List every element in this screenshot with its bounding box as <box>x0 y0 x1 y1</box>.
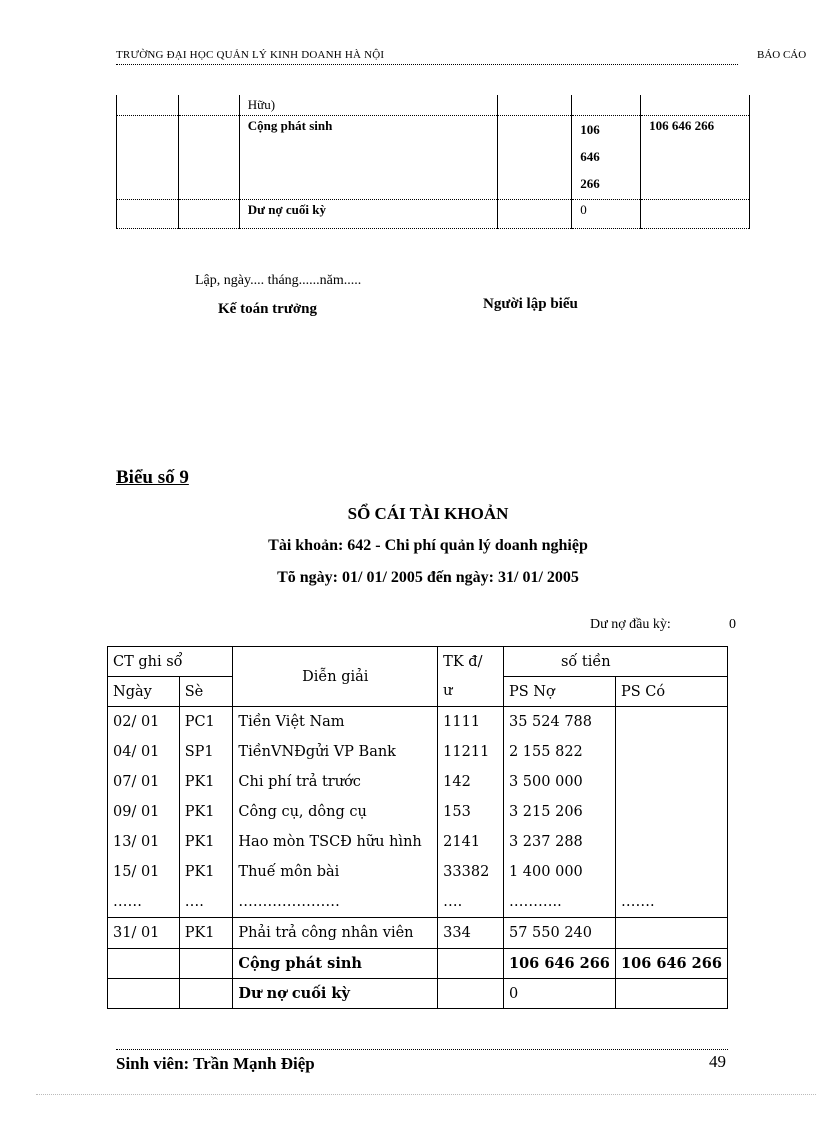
header-divider <box>116 64 738 65</box>
cell-credit <box>615 827 727 857</box>
cell-credit <box>615 857 727 887</box>
cell-tk: 11211 <box>438 737 504 767</box>
cell-no: SP1 <box>179 737 233 767</box>
header-row <box>108 647 728 677</box>
col-desc: Diễn giải <box>233 647 438 707</box>
cell-date: 31/ 01 <box>108 918 180 949</box>
cell-desc: Tiền Việt Nam <box>233 707 438 738</box>
cell-desc: ………………… <box>233 887 438 918</box>
cell-no: PK1 <box>179 767 233 797</box>
cell-tk: 153 <box>438 797 504 827</box>
cell-debit: 57 550 240 <box>503 918 615 949</box>
cell-debit: 3 500 000 <box>503 767 615 797</box>
cell-credit <box>615 797 727 827</box>
cell-tk: 334 <box>438 918 504 949</box>
cell-desc: Phải trả công nhân viên <box>233 918 438 949</box>
total-debit: 106 646 266 <box>572 116 641 200</box>
col-credit: PS Có <box>615 677 727 707</box>
cell-no: PK1 <box>179 797 233 827</box>
cell-date: 02/ 01 <box>108 707 180 738</box>
cell-no: …. <box>179 887 233 918</box>
cell-credit <box>615 737 727 767</box>
ledger-table <box>107 646 728 1009</box>
table-row <box>108 857 728 887</box>
cell-desc: Thuế môn bài <box>233 857 438 887</box>
page-number: 49 <box>709 1052 726 1071</box>
total-credit: 106 646 266 <box>641 116 750 200</box>
footer-divider <box>116 1049 728 1050</box>
cell-desc: Công cụ, dông cụ <box>233 797 438 827</box>
cell-credit <box>615 707 727 738</box>
total-debit: 106 646 266 <box>503 949 615 979</box>
cell-tk: 2141 <box>438 827 504 857</box>
total-row <box>108 949 728 979</box>
cell-debit: ……….. <box>503 887 615 918</box>
cell-credit <box>615 767 727 797</box>
table-row <box>108 707 728 738</box>
chief-accountant: Kế toán trưởng <box>218 301 317 317</box>
cell-no: PK1 <box>179 857 233 887</box>
cell-no: PK1 <box>179 827 233 857</box>
closing-value: 0 <box>572 200 641 229</box>
cell-debit: 3 215 206 <box>503 797 615 827</box>
table-row <box>108 767 728 797</box>
cell-debit: 1 400 000 <box>503 857 615 887</box>
total-credit: 106 646 266 <box>615 949 727 979</box>
table-row <box>108 737 728 767</box>
table-row <box>117 95 750 116</box>
cell-tk: 142 <box>438 767 504 797</box>
table-row <box>108 918 728 949</box>
opening-balance-label: Dư nợ đầu kỳ: <box>590 617 671 632</box>
student-name: Sinh viên: Trần Mạnh Điệp <box>116 1054 315 1073</box>
ledger-account: Tài khoản: 642 - Chi phí quản lý doanh nghiệp <box>268 537 588 554</box>
cell-debit: 3 237 288 <box>503 827 615 857</box>
form-label: Biểu số 9 <box>116 467 189 488</box>
closing-value: 0 <box>503 979 615 1009</box>
cell-desc: Chi phí trả trước <box>233 767 438 797</box>
col-ct: CT ghi sổ <box>108 647 233 677</box>
opening-balance-value: 0 <box>729 617 736 632</box>
total-label: Cộng phát sinh <box>239 116 498 200</box>
table-row-closing <box>117 200 750 229</box>
table-row-total <box>117 116 750 200</box>
cell-date: …… <box>108 887 180 918</box>
cell-date: 04/ 01 <box>108 737 180 767</box>
header-school: TRƯỜNG ĐẠI HỌC QUẢN LÝ KINH DOANH HÀ NỘI <box>116 49 385 61</box>
ledger-period: Tõ ngày: 01/ 01/ 2005 đến ngày: 31/ 01/ 2005 <box>277 569 579 586</box>
cell-no: PC1 <box>179 707 233 738</box>
cell-credit: ……. <box>615 887 727 918</box>
col-tk: TK đ/ <box>438 647 504 677</box>
preparer: Người lập biểu <box>483 296 578 312</box>
cell-desc: Hao mòn TSCĐ hữu hình <box>233 827 438 857</box>
col-tk2: ư <box>438 677 504 707</box>
table-row <box>108 887 728 918</box>
cell-date: 09/ 01 <box>108 797 180 827</box>
cell-date: 13/ 01 <box>108 827 180 857</box>
col-no: Sè <box>179 677 233 707</box>
cell-tk: 33382 <box>438 857 504 887</box>
col-amount: số tiền <box>503 647 727 677</box>
closing-label: Dư nợ cuối kỳ <box>239 200 498 229</box>
cell-desc: TiềnVNĐgửi VP Bank <box>233 737 438 767</box>
cell-date: 15/ 01 <box>108 857 180 887</box>
table-row <box>108 797 728 827</box>
row-desc: Hữu) <box>239 95 498 116</box>
cell-no: PK1 <box>179 918 233 949</box>
closing-label: Dư nợ cuối kỳ <box>233 979 438 1009</box>
cell-tk: …. <box>438 887 504 918</box>
place-date: Lập, ngày.... tháng......năm..... <box>195 273 362 288</box>
cell-debit: 35 524 788 <box>503 707 615 738</box>
closing-row <box>108 979 728 1009</box>
ledger-title: SỔ CÁI TÀI KHOẢN <box>347 504 509 523</box>
col-date: Ngày <box>108 677 180 707</box>
col-debit: PS Nợ <box>503 677 615 707</box>
top-table <box>116 95 750 229</box>
cell-debit: 2 155 822 <box>503 737 615 767</box>
table-row <box>108 827 728 857</box>
total-label: Cộng phát sinh <box>233 949 438 979</box>
cell-tk: 1111 <box>438 707 504 738</box>
cell-credit <box>615 918 727 949</box>
cell-date: 07/ 01 <box>108 767 180 797</box>
header-report: BÁO CÁO <box>757 49 807 61</box>
page-edge <box>36 1094 816 1095</box>
